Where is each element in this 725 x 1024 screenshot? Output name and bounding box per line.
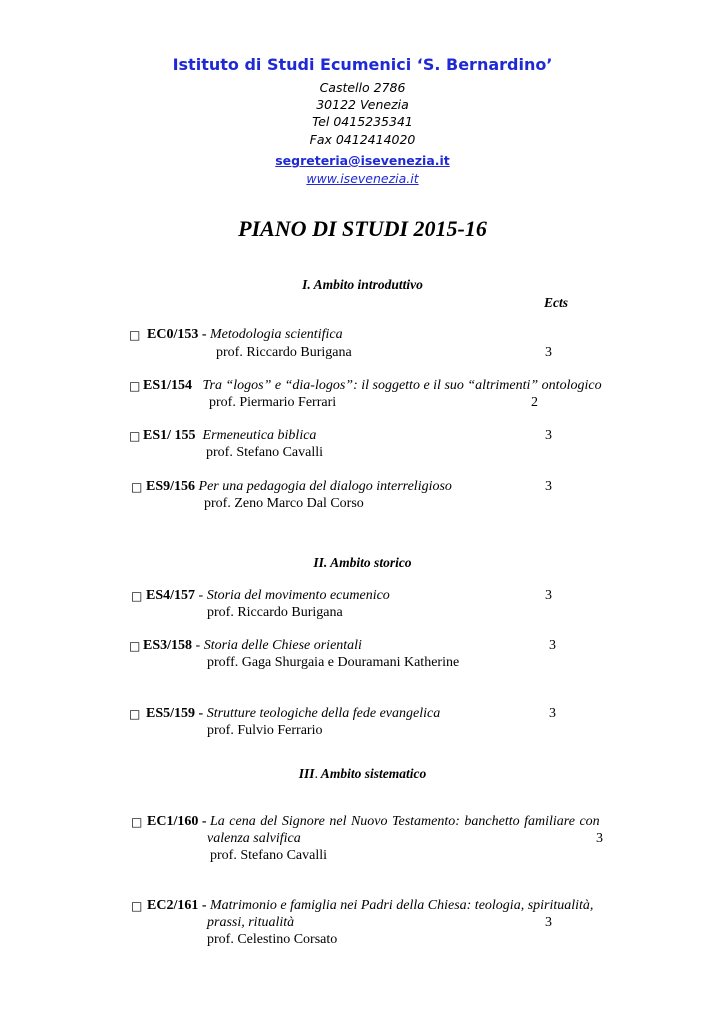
checkbox-icon[interactable]: □ xyxy=(129,379,141,393)
course-code: EC2/161 - xyxy=(147,898,207,913)
course-code: ES5/159 - xyxy=(146,706,204,721)
course-teacher: prof. Stefano Cavalli xyxy=(210,848,328,863)
course-line xyxy=(143,428,316,444)
fax-line: Fax 0412414020 xyxy=(309,132,416,147)
course-line xyxy=(146,479,452,495)
course-code: ES1/ 155 xyxy=(143,428,196,443)
course-ects: 3 xyxy=(545,915,552,930)
course-name: Storia del movimento ecumenico xyxy=(206,588,390,603)
course-teacher: prof. Stefano Cavalli xyxy=(206,445,324,460)
course-code: EC1/160 - xyxy=(147,814,207,829)
course-teacher: prof. Celestino Corsato xyxy=(207,932,338,947)
checkbox-icon[interactable]: □ xyxy=(129,429,141,443)
course-line xyxy=(143,378,602,394)
course-name: Matrimonio e famiglia nei Padri della Chiesa: teologia, spiritualità, xyxy=(210,898,594,913)
course-name-continued: valenza salvifica xyxy=(207,831,301,846)
course-name: Ermeneutica biblica xyxy=(202,428,317,443)
page-title: PIANO DI STUDI 2015-16 xyxy=(238,216,487,241)
section-roman-numeral: III xyxy=(298,766,315,781)
course-separator: - xyxy=(195,588,207,603)
course-ects: 3 xyxy=(596,831,603,846)
course-code: ES3/158 xyxy=(143,638,193,653)
checkbox-icon[interactable]: □ xyxy=(129,328,141,342)
course-line xyxy=(147,327,343,343)
section-title-sistematico xyxy=(0,766,725,782)
course-name: Tra “logos” e “dia-logos”: il soggetto e il suo “altrimenti” ontologico xyxy=(202,378,602,393)
tel-line: Tel 0415235341 xyxy=(312,114,413,129)
course-ects: 2 xyxy=(531,395,538,410)
section-title-text: Ambito sistematico xyxy=(317,766,427,781)
course-name: Strutture teologiche della fede evangelica xyxy=(206,706,441,721)
course-name: Metodologia scientifica xyxy=(210,327,343,342)
course-name-continued: prassi, ritualità xyxy=(207,915,295,930)
checkbox-icon[interactable]: □ xyxy=(129,707,141,721)
course-ects: 3 xyxy=(545,479,552,494)
course-ects: 3 xyxy=(545,345,552,360)
course-teacher: proff. Gaga Shurgaia e Douramani Katherine xyxy=(207,655,460,670)
website-link[interactable]: www.isevenezia.it xyxy=(306,171,419,186)
course-code: ES4/157 xyxy=(146,588,196,603)
checkbox-icon[interactable]: □ xyxy=(129,639,141,653)
course-teacher: prof. Zeno Marco Dal Corso xyxy=(204,496,364,511)
course-ects: 3 xyxy=(549,706,556,721)
course-name: Per una pedagogia del dialogo interreligioso xyxy=(198,479,452,494)
address-line: Castello 2786 xyxy=(319,80,406,95)
section-title-separator: . xyxy=(314,766,318,781)
course-separator: - xyxy=(192,638,204,653)
section-title-storico: II. Ambito storico xyxy=(313,555,412,570)
city-line: 30122 Venezia xyxy=(316,97,409,112)
course-line xyxy=(147,814,600,830)
course-teacher: prof. Fulvio Ferrario xyxy=(207,723,323,738)
course-code: ES9/156 xyxy=(146,479,196,494)
course-teacher: prof. Piermario Ferrari xyxy=(209,395,337,410)
course-line xyxy=(147,898,593,914)
course-line xyxy=(143,638,362,654)
course-name: La cena del Signore nel Nuovo Testamento: banchetto familiare con xyxy=(210,814,600,829)
course-teacher: prof. Riccardo Burigana xyxy=(207,605,343,620)
email-link[interactable]: segreteria@isevenezia.it xyxy=(275,153,450,168)
course-ects: 3 xyxy=(545,588,552,603)
section-title-introduttivo: I. Ambito introduttivo xyxy=(302,277,423,292)
checkbox-icon[interactable]: □ xyxy=(131,589,143,603)
ects-header: Ects xyxy=(544,295,569,310)
institute-name: Istituto di Studi Ecumenici ‘S. Bernardino’ xyxy=(172,55,553,74)
checkbox-icon[interactable]: □ xyxy=(131,480,143,494)
course-ects: 3 xyxy=(549,638,556,653)
course-ects: 3 xyxy=(545,428,552,443)
course-line xyxy=(146,706,440,722)
checkbox-icon[interactable]: □ xyxy=(131,899,143,913)
course-code: ES1/154 xyxy=(143,378,193,393)
course-code: EC0/153 - xyxy=(147,327,207,342)
course-name: Storia delle Chiese orientali xyxy=(203,638,362,653)
course-teacher: prof. Riccardo Burigana xyxy=(216,345,352,360)
course-line xyxy=(146,588,390,604)
checkbox-icon[interactable]: □ xyxy=(131,815,143,829)
